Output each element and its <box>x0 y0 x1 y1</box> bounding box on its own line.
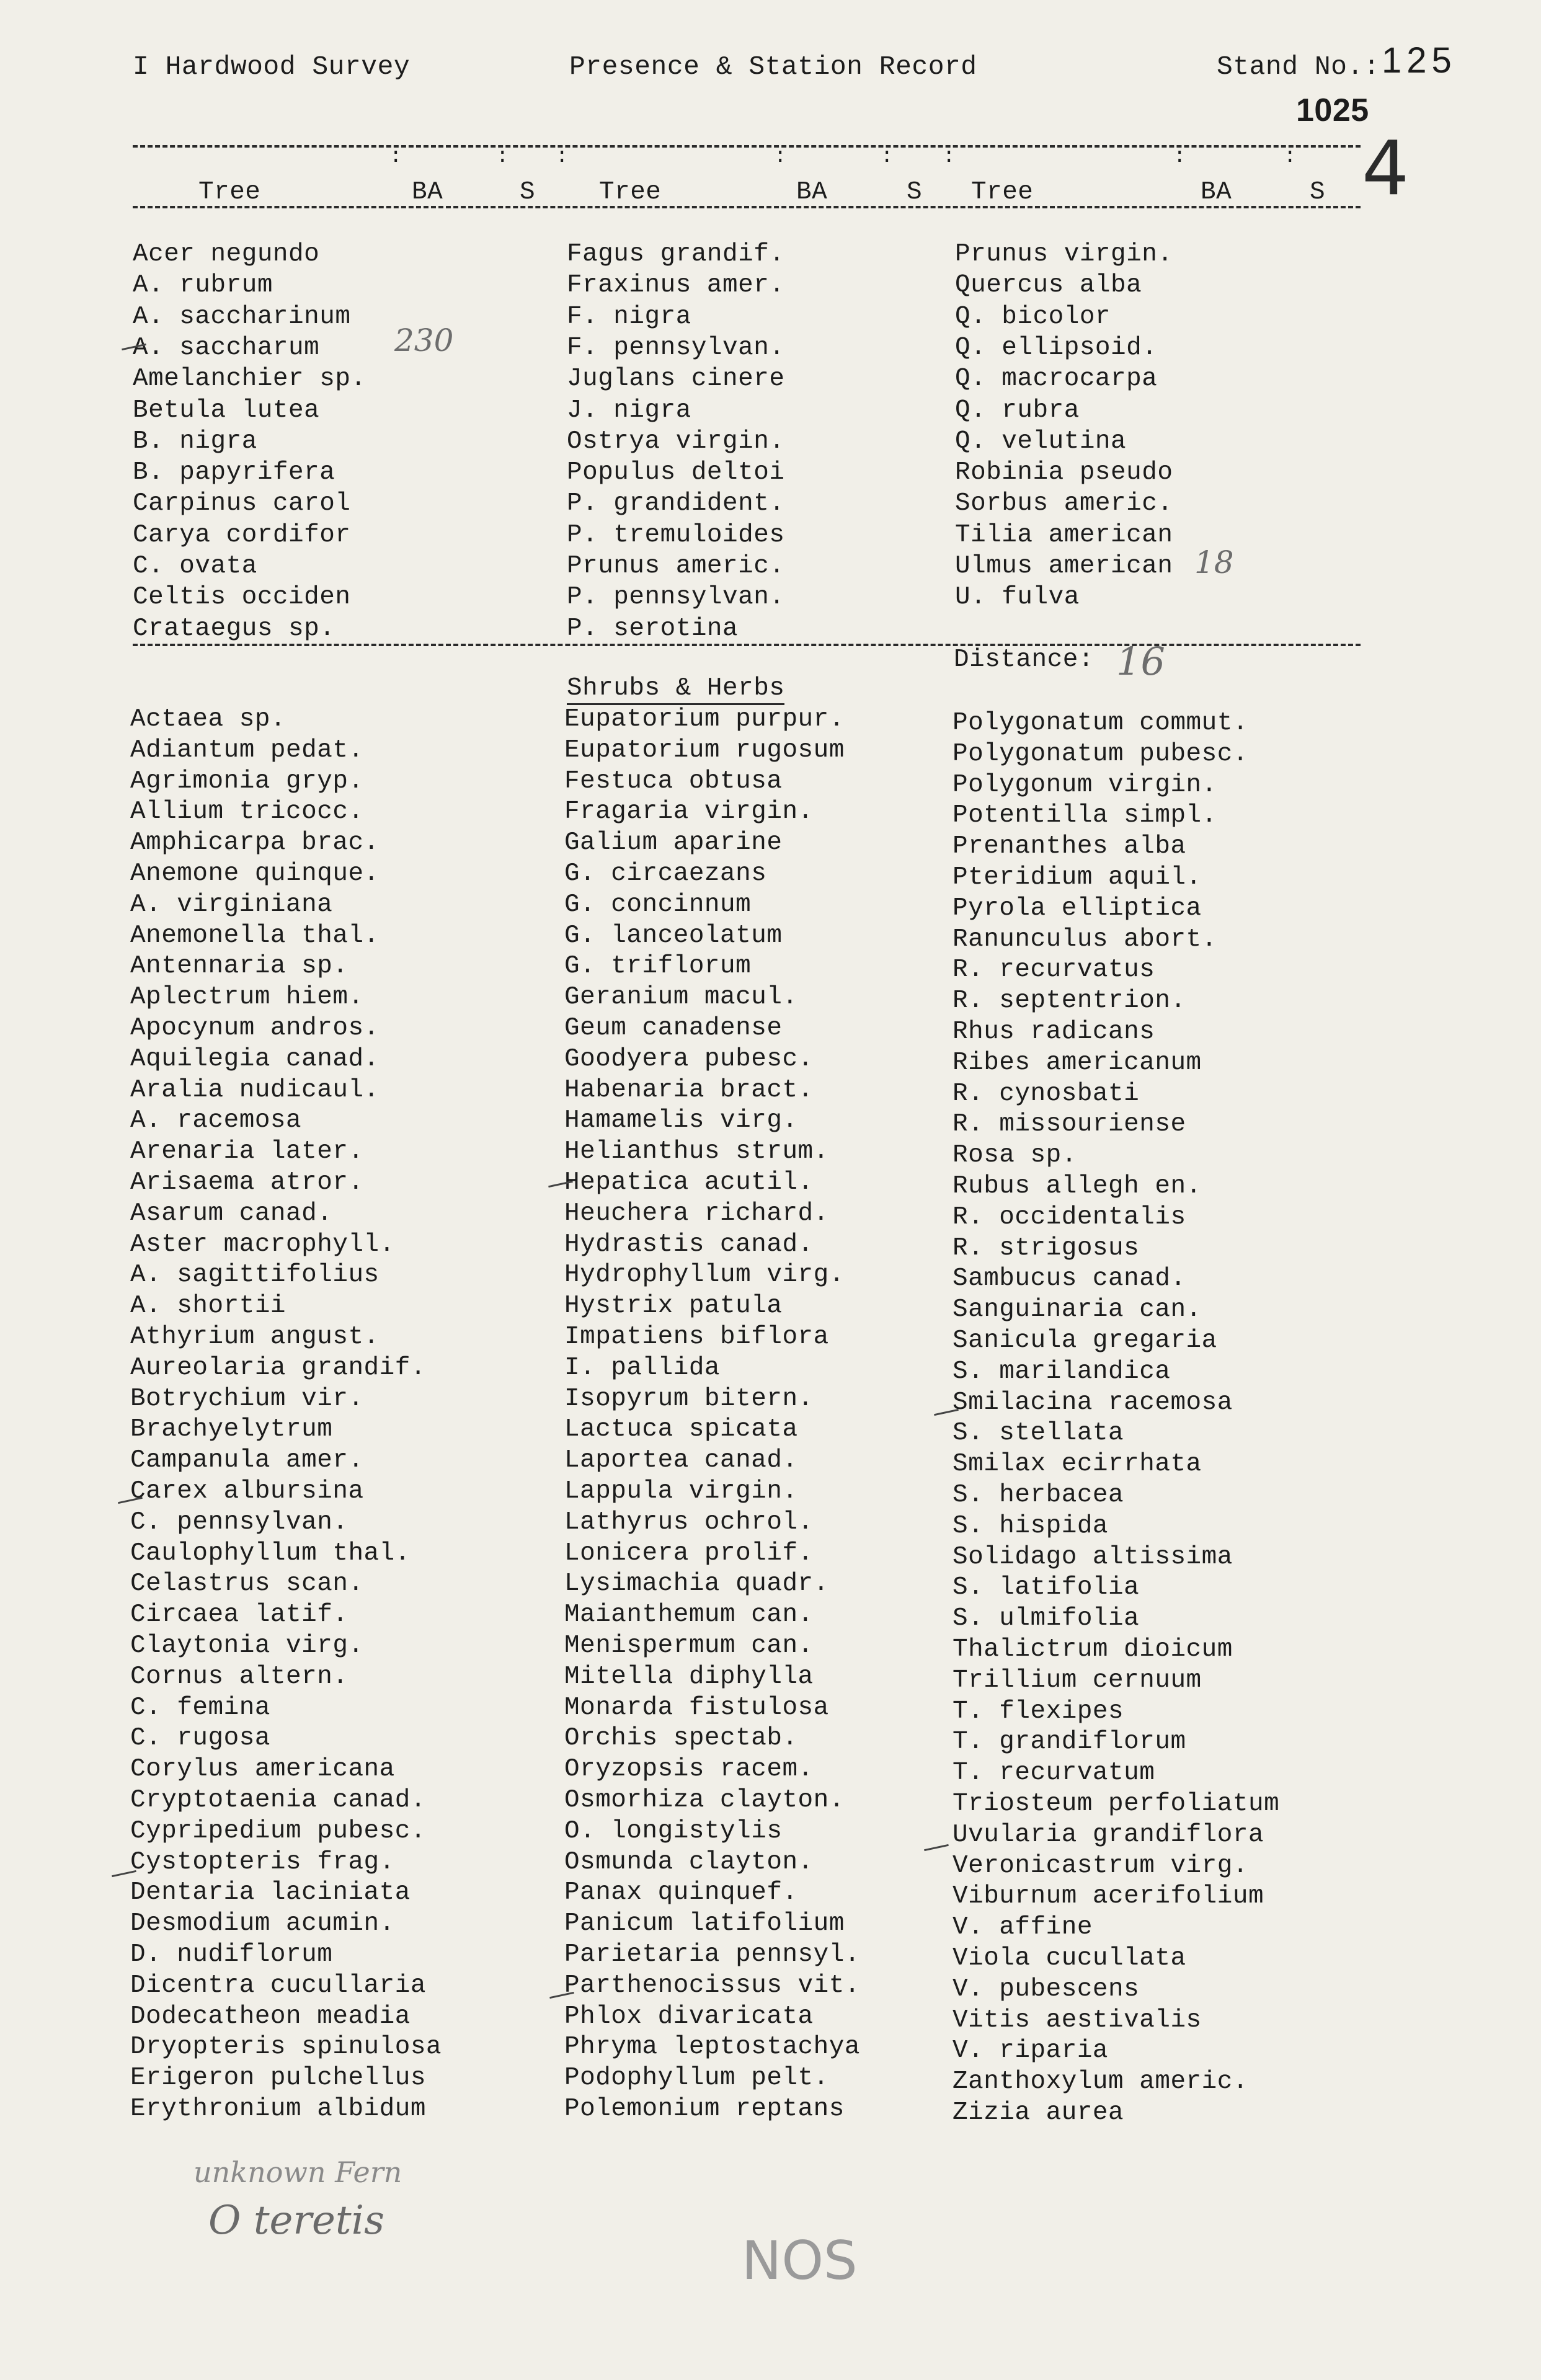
shrub-herb-item: Rubus allegh en. <box>953 1172 1202 1201</box>
shrub-herb-item: Brachyelytrum <box>130 1415 333 1444</box>
s-header-label: S <box>1310 178 1326 206</box>
shrub-herb-item: Eupatorium rugosum <box>564 735 845 765</box>
shrub-herb-item: A. racemosa <box>130 1106 302 1135</box>
shrub-herb-item: Heuchera richard. <box>564 1199 829 1228</box>
shrub-herb-item: Anemonella thal. <box>130 921 380 950</box>
shrub-herb-item: Zizia aurea <box>953 2098 1124 2127</box>
shrub-herb-item: Circaea latif. <box>130 1601 349 1630</box>
handwritten-corner-number: 4 <box>1362 126 1410 212</box>
shrub-herb-item: Antennaria sp. <box>130 952 349 981</box>
shrub-herb-item: Prenanthes alba <box>953 832 1186 861</box>
tree-species-item: Q. bicolor <box>955 302 1111 331</box>
handwritten-saccharum-ba: 230 <box>394 322 454 358</box>
shrub-herb-item: Claytonia virg. <box>130 1632 364 1660</box>
tree-species-item: B. papyrifera <box>133 458 335 487</box>
handwritten-bottom-name: O teretis <box>208 2198 384 2244</box>
shrub-herb-item: R. occidentalis <box>953 1202 1186 1232</box>
stand-label: Stand No.: <box>1217 51 1380 82</box>
tree-species-item: P. serotina <box>567 614 739 643</box>
shrub-herb-item: Podophyllum pelt. <box>564 2064 829 2093</box>
shrub-herb-item: R. recurvatus <box>953 956 1155 985</box>
s-header-label: S <box>907 178 923 206</box>
shrub-herb-item: Athyrium angust. <box>130 1323 380 1351</box>
shrub-herb-item: Pyrola elliptica <box>953 894 1202 923</box>
tree-header-label: Tree <box>599 178 662 206</box>
shrub-herb-item: Trillium cernuum <box>953 1666 1202 1695</box>
tree-species-item: F. nigra <box>567 302 691 331</box>
shrub-herb-item: V. affine <box>953 1913 1093 1942</box>
shrub-herb-item: Asarum canad. <box>130 1199 333 1228</box>
tree-species-item: Sorbus americ. <box>955 489 1173 518</box>
tree-species-item: Tilia american <box>955 520 1173 549</box>
shrub-herb-item: Hepatica acutil. <box>564 1168 814 1197</box>
shrub-herb-item: Monarda fistulosa <box>564 1693 829 1722</box>
tree-species-item: Fagus grandif. <box>567 240 785 269</box>
shrub-herb-item: Actaea sp. <box>130 705 286 734</box>
shrub-herb-item: Desmodium acumin. <box>130 1909 395 1938</box>
shrub-herb-item: Dicentra cucullaria <box>130 1971 426 2000</box>
survey-title: I Hardwood Survey <box>133 51 411 82</box>
shrub-herb-item: C. femina <box>130 1693 270 1722</box>
column-separator: : <box>556 145 569 169</box>
shrub-herb-item: R. missouriense <box>953 1110 1186 1139</box>
tree-species-item: Robinia pseudo <box>955 458 1173 487</box>
shrub-herb-item: T. flexipes <box>953 1697 1124 1726</box>
shrub-herb-item: Veronicastrum virg. <box>953 1851 1248 1880</box>
tree-species-item: Ostrya virgin. <box>567 427 785 456</box>
shrub-herb-item: Viburnum acerifolium <box>953 1882 1264 1911</box>
shrub-herb-item: Helianthus strum. <box>564 1137 829 1166</box>
shrub-herb-item: Aquilegia canad. <box>130 1044 380 1073</box>
shrub-herb-item: O. longistylis <box>564 1816 783 1845</box>
shrub-herb-item: Smilax ecirrhata <box>953 1450 1202 1479</box>
column-separator: : <box>881 145 894 169</box>
column-separator: : <box>943 145 956 169</box>
shrub-herb-item: Triosteum perfoliatum <box>953 1790 1280 1818</box>
shrub-herb-item: T. recurvatum <box>953 1759 1155 1788</box>
column-separator: : <box>1173 145 1186 169</box>
shrub-herb-item: Botrychium vir. <box>130 1384 364 1413</box>
tree-species-item: P. pennsylvan. <box>567 583 785 612</box>
shrub-herb-item: Anemone quinque. <box>130 859 380 888</box>
shrub-herb-item: Celastrus scan. <box>130 1570 364 1599</box>
shrub-herb-item: Parthenocissus vit. <box>564 1971 860 2000</box>
shrub-herb-item: I. pallida <box>564 1353 721 1382</box>
shrub-herb-item: S. marilandica <box>953 1357 1171 1386</box>
tree-species-item: A. saccharinum <box>133 302 351 331</box>
shrub-herb-item: Campanula amer. <box>130 1446 364 1475</box>
shrub-herb-item: Phlox divaricata <box>564 2002 814 2031</box>
tree-species-item: Ulmus american <box>955 552 1173 580</box>
handwritten-unknown-fern: unknown Fern <box>193 2156 402 2189</box>
shrub-herb-item: S. herbacea <box>953 1481 1124 1509</box>
tree-header-label: Tree <box>198 178 261 206</box>
shrub-herb-item: Erythronium albidum <box>130 2095 426 2123</box>
shrub-herb-item: Maianthemum can. <box>564 1601 814 1630</box>
shrub-herb-item: Erigeron pulchellus <box>130 2064 426 2093</box>
tree-species-item: Fraxinus amer. <box>567 271 785 300</box>
shrub-herb-item: Hystrix patula <box>564 1292 783 1321</box>
shrub-herb-item: Lactuca spicata <box>564 1415 798 1444</box>
shrub-herb-item: Geum canadense <box>564 1014 783 1042</box>
shrub-herb-item: Phryma leptostachya <box>564 2033 860 2062</box>
tree-species-item: C. ovata <box>133 552 257 580</box>
handwritten-distance: 16 <box>1116 639 1165 684</box>
tree-species-item: Q. ellipsoid. <box>955 333 1158 362</box>
shrub-herb-item: Zanthoxylum americ. <box>953 2067 1248 2097</box>
tree-header-label: Tree <box>971 178 1034 206</box>
shrub-herb-item: Osmorhiza clayton. <box>564 1786 845 1814</box>
shrub-herb-item: Dryopteris spinulosa <box>130 2033 442 2062</box>
header-bottom-rule <box>133 206 1361 208</box>
tree-species-item: Q. rubra <box>955 396 1080 425</box>
shrub-herb-item: Habenaria bract. <box>564 1075 814 1104</box>
tree-species-item: P. grandident. <box>567 489 785 518</box>
tree-species-item: Crataegus sp. <box>133 614 335 643</box>
tree-species-item: Betula lutea <box>133 396 320 425</box>
shrub-herb-item: S. latifolia <box>953 1573 1140 1602</box>
shrub-herb-item: Lathyrus ochrol. <box>564 1507 814 1537</box>
shrub-herb-item: Fragaria virgin. <box>564 797 814 827</box>
shrub-herb-item: Cornus altern. <box>130 1662 349 1691</box>
shrub-herb-item: Polygonatum commut. <box>953 709 1248 737</box>
shrub-herb-item: T. grandiflorum <box>953 1728 1186 1757</box>
shrub-herb-item: Polygonatum pubesc. <box>953 739 1248 768</box>
tree-species-item: Populus deltoi <box>567 458 785 487</box>
shrub-herb-item: Thalictrum dioicum <box>953 1635 1233 1664</box>
shrub-herb-item: Apocynum andros. <box>130 1014 380 1042</box>
shrub-herb-item: Aplectrum hiem. <box>130 983 364 1012</box>
shrub-herb-item: Sambucus canad. <box>953 1264 1186 1294</box>
shrub-herb-item: Impatiens biflora <box>564 1323 829 1351</box>
shrub-herb-item: Agrimonia gryp. <box>130 766 364 796</box>
shrub-herb-item: Geranium macul. <box>564 983 798 1012</box>
handwritten-nos-mark: NOS <box>742 2230 858 2292</box>
tree-species-item: Amelanchier sp. <box>133 365 366 394</box>
shrub-herb-item: Aralia nudicaul. <box>130 1075 380 1104</box>
record-title: Presence & Station Record <box>569 51 977 82</box>
shrub-herb-item: Hamamelis virg. <box>564 1106 798 1135</box>
shrub-herb-item: Lonicera prolif. <box>564 1539 814 1568</box>
tree-species-item: A. saccharum <box>133 333 320 362</box>
s-header-label: S <box>520 178 536 206</box>
shrub-herb-item: Sanguinaria can. <box>953 1295 1202 1325</box>
tree-species-item: U. fulva <box>955 583 1080 612</box>
ba-header-label: BA <box>796 178 828 206</box>
shrub-herb-item: Cryptotaenia canad. <box>130 1786 426 1814</box>
shrub-herb-item: V. pubescens <box>953 1974 1140 2004</box>
shrub-herb-item: R. cynosbati <box>953 1079 1140 1108</box>
handwritten-ulmus-ba: 18 <box>1194 544 1234 580</box>
shrub-herb-item: A. sagittifolius <box>130 1261 380 1290</box>
shrub-herb-item: Carex albursina <box>130 1477 364 1506</box>
shrub-herb-item: A. virginiana <box>130 890 333 919</box>
check-mark <box>924 1844 949 1851</box>
shrub-herb-item: G. lanceolatum <box>564 921 783 950</box>
shrub-herb-item: Laportea canad. <box>564 1446 798 1475</box>
tree-species-item: F. pennsylvan. <box>567 333 785 362</box>
shrub-herb-item: Mitella diphylla <box>564 1662 814 1691</box>
shrubs-herbs-title: Shrubs & Herbs <box>567 673 784 705</box>
shrub-herb-item: Amphicarpa brac. <box>130 828 380 858</box>
shrub-herb-item: Osmunda clayton. <box>564 1847 814 1876</box>
shrub-herb-item: Ribes americanum <box>953 1048 1202 1077</box>
shrub-herb-item: Aureolaria grandif. <box>130 1353 426 1382</box>
shrub-herb-item: Polygonum virgin. <box>953 770 1217 799</box>
shrub-herb-item: Pteridium aquil. <box>953 863 1202 892</box>
shrub-herb-item: Viola cucullata <box>953 1944 1186 1973</box>
shrub-herb-item: Potentilla simpl. <box>953 801 1217 830</box>
shrub-herb-item: Parietaria pennsyl. <box>564 1940 860 1969</box>
column-separator: : <box>496 145 509 169</box>
shrub-herb-item: Vitis aestivalis <box>953 2005 1202 2035</box>
shrub-herb-item: Sanicula gregaria <box>953 1326 1217 1355</box>
tree-species-item: Q. velutina <box>955 427 1127 456</box>
shrub-herb-item: Dodecatheon meadia <box>130 2002 411 2031</box>
shrub-herb-item: Panax quinquef. <box>564 1878 798 1907</box>
shrub-herb-item: Cypripedium pubesc. <box>130 1816 426 1845</box>
shrub-herb-item: S. stellata <box>953 1419 1124 1448</box>
tree-species-item: Q. macrocarpa <box>955 365 1158 394</box>
shrub-herb-item: Goodyera pubesc. <box>564 1044 814 1073</box>
tree-species-item: Prunus americ. <box>567 552 785 580</box>
shrub-herb-item: Aster macrophyll. <box>130 1230 395 1259</box>
shrub-herb-item: C. rugosa <box>130 1724 270 1753</box>
shrub-herb-item: R. strigosus <box>953 1233 1140 1263</box>
shrub-herb-item: Uvularia grandiflora <box>953 1820 1264 1849</box>
shrub-herb-item: R. septentrion. <box>953 987 1186 1016</box>
shrub-herb-item: S. ulmifolia <box>953 1604 1140 1633</box>
shrub-herb-item: A. shortii <box>130 1292 286 1321</box>
shrub-herb-item: Rosa sp. <box>953 1141 1077 1170</box>
tree-species-item: Acer negundo <box>133 240 320 269</box>
shrub-herb-item: S. hispida <box>953 1511 1109 1540</box>
column-separator: : <box>1284 145 1297 169</box>
shrub-herb-item: Caulophyllum thal. <box>130 1539 411 1568</box>
column-separator: : <box>774 145 787 169</box>
section-divider <box>133 644 1361 646</box>
column-separator: : <box>389 145 402 169</box>
shrub-herb-item: Hydrastis canad. <box>564 1230 814 1259</box>
shrub-herb-item: D. nudiflorum <box>130 1940 333 1969</box>
ba-header-label: BA <box>412 178 443 206</box>
shrub-herb-item: Adiantum pedat. <box>130 735 364 765</box>
tree-species-item: Juglans cinere <box>567 365 785 394</box>
tree-species-item: P. tremuloides <box>567 520 785 549</box>
shrub-herb-item: Menispermum can. <box>564 1632 814 1660</box>
shrub-herb-item: G. triflorum <box>564 952 752 981</box>
distance-label: Distance: <box>954 646 1094 674</box>
shrub-herb-item: Oryzopsis racem. <box>564 1755 814 1784</box>
shrub-herb-item: Isopyrum bitern. <box>564 1384 814 1413</box>
shrub-herb-item: Orchis spectab. <box>564 1724 798 1753</box>
shrub-herb-item: Eupatorium purpur. <box>564 705 845 734</box>
shrub-herb-item: Solidago altissima <box>953 1542 1233 1571</box>
shrub-herb-item: Rhus radicans <box>953 1018 1155 1046</box>
stand-number: 125 <box>1382 40 1457 81</box>
tree-species-item: Celtis occiden <box>133 583 351 612</box>
tree-species-item: A. rubrum <box>133 271 273 300</box>
shrub-herb-item: Polemonium reptans <box>564 2095 845 2123</box>
tree-species-item: B. nigra <box>133 427 257 456</box>
shrub-herb-item: Allium tricocc. <box>130 797 364 827</box>
tree-species-item: Carpinus carol <box>133 489 351 518</box>
shrub-herb-item: Lysimachia quadr. <box>564 1570 829 1599</box>
shrub-herb-item: Smilacina racemosa <box>953 1388 1233 1417</box>
shrub-herb-item: Panicum latifolium <box>564 1909 845 1938</box>
shrub-herb-item: Ranunculus abort. <box>953 925 1217 954</box>
ba-header-label: BA <box>1201 178 1232 206</box>
shrub-herb-item: Cystopteris frag. <box>130 1847 395 1876</box>
tree-species-item: J. nigra <box>567 396 691 425</box>
shrub-herb-item: G. concinnum <box>564 890 752 919</box>
shrub-herb-item: Festuca obtusa <box>564 766 783 796</box>
tree-species-item: Quercus alba <box>955 271 1142 300</box>
shrub-herb-item: Lappula virgin. <box>564 1477 798 1506</box>
tree-species-item: Carya cordifor <box>133 520 351 549</box>
tree-species-item: Prunus virgin. <box>955 240 1173 269</box>
stamp-number: 1025 <box>1296 92 1369 128</box>
shrub-herb-item: V. riparia <box>953 2036 1109 2066</box>
shrub-herb-item: Corylus americana <box>130 1755 395 1784</box>
shrub-herb-item: Dentaria laciniata <box>130 1878 411 1907</box>
shrub-herb-item: Galium aparine <box>564 828 783 858</box>
shrub-herb-item: C. pennsylvan. <box>130 1507 349 1537</box>
shrub-herb-item: G. circaezans <box>564 859 767 888</box>
shrub-herb-item: Arisaema atror. <box>130 1168 364 1197</box>
shrub-herb-item: Hydrophyllum virg. <box>564 1261 845 1290</box>
shrub-herb-item: Arenaria later. <box>130 1137 364 1166</box>
